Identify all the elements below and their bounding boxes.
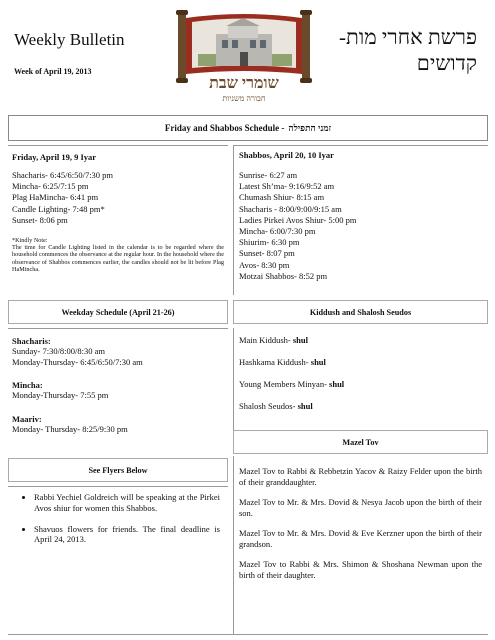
candle-note [12, 237, 224, 273]
flyers-list [20, 492, 220, 555]
weekday-schedule [12, 336, 227, 435]
maariv-line: Monday- Thursday- 8:25/9:30 pm [12, 423, 128, 434]
candle-note-text: The time for Candle Lighting listed in the calendar is to be regarded where the household commences the observance at the regular hour. In the household where the observance of Shabbos commences earlier, the candles should not be lit before Plag HaMincha. [12, 244, 224, 273]
shabbos-top-rule [233, 145, 488, 146]
shabbos-times [239, 170, 484, 282]
shabbos-line: Sunset- 8:07 pm [239, 248, 295, 259]
weekday-rule [8, 328, 228, 329]
logo-hebrew-name: שומרי שבת [209, 75, 279, 92]
parsha-title [339, 24, 477, 77]
page-bottom-rule [8, 634, 488, 635]
friday-line: Mincha- 6:25/7:15 pm [12, 181, 89, 192]
friday-line: Plag HaMincha- 6:41 pm [12, 192, 99, 203]
candle-note-title: *Kindly Note: [12, 237, 48, 244]
kiddush-item: Main Kiddush- shul [239, 335, 308, 345]
column-divider-bottom [233, 456, 234, 634]
shacharis-line: Monday-Thursday- 6:45/6:50/7:30 am [12, 357, 143, 368]
shabbos-line: Shiurim- 6:30 pm [239, 237, 300, 248]
mincha-label: Mincha: [12, 380, 43, 391]
kiddush-item: Shalosh Seudos- shul [239, 401, 313, 411]
schedule-header-label: Friday and Shabbos Schedule - [164, 123, 285, 133]
flyers-rule [8, 486, 228, 487]
shacharis-line: Sunday- 7:30/8:00/8:30 am [12, 346, 106, 356]
bulletin-title: Weekly Bulletin [14, 30, 125, 49]
kiddush-heading: Kiddush and Shalosh Seudos [233, 300, 488, 324]
flyer-item: • Shavuos flowers for friends. The final deadline is April 24, 2013. [34, 524, 220, 546]
flyer-item: • Rabbi Yechiel Goldreich will be speaking at the Pirkei Avos shiur for women this Shabbos. [34, 492, 220, 514]
shabbos-line: Motzai Shabbos- 8:52 pm [239, 270, 328, 281]
schedule-header-hebrew: זמני התפילה [288, 123, 332, 133]
mincha-line: Monday-Thursday- 7:55 pm [12, 390, 109, 401]
weekday-heading: Weekday Schedule (April 21-26) [8, 300, 228, 324]
parsha-title-line1: פרשת אחרי מות- [339, 25, 477, 49]
friday-line: Shacharis- 6:45/6:50/7:30 pm [12, 170, 114, 180]
shabbos-line: Mincha- 6:00/7:30 pm [239, 226, 316, 237]
logo-hebrew-subtitle: חבורה משניות [222, 94, 266, 103]
column-divider-middle [233, 328, 234, 436]
shabbos-line: Sunrise- 6:27 am [239, 170, 298, 180]
friday-times [12, 170, 227, 226]
mazel-tov-list [239, 466, 482, 590]
week-label: Week of April 19, 2013 [14, 67, 92, 76]
friday-heading: Friday, April 19, 9 Iyar [12, 152, 97, 162]
shabbos-line: Latest Sh’ma- 9:16/9:52 am [239, 181, 335, 192]
shabbos-heading: Shabbos, April 20, 10 Iyar [239, 150, 334, 160]
kiddush-list [239, 335, 484, 423]
friday-line: Candle Lighting- 7:48 pm* [12, 203, 105, 214]
parsha-title-line2: קדושים [416, 51, 477, 76]
mazel-tov-item: Mazel Tov to Mr. & Mrs. Dovid & Eve Kerzner upon the birth of their grandson. [239, 528, 482, 549]
congregation-logo [168, 8, 320, 108]
flyers-heading: See Flyers Below [8, 458, 228, 482]
mazel-tov-item: Mazel Tov to Rabbi & Rebbetzin Yacov & Raizy Felder upon the birth of their granddaughter. [239, 466, 482, 487]
friday-top-rule [8, 145, 228, 146]
shabbos-line: Ladies Pirkei Avos Shiur- 5:00 pm [239, 214, 357, 225]
shacharis-label: Shacharis: [12, 336, 51, 346]
mazel-tov-heading: Mazel Tov [233, 430, 488, 454]
maariv-label: Maariv: [12, 413, 42, 424]
shabbos-line: Shacharis - 8:00/9:00/9:15 am [239, 203, 342, 214]
shabbos-line: Chumash Shiur- 8:15 am [239, 192, 325, 203]
schedule-header [8, 115, 488, 141]
mazel-tov-item: Mazel Tov to Mr. & Mrs. Dovid & Nesya Jacob upon the birth of their son. [239, 497, 482, 518]
kiddush-item: Hashkama Kiddush- shul [239, 357, 326, 367]
kiddush-item: Young Members Minyan- shul [239, 379, 345, 389]
shabbos-line: Avos- 8:30 pm [239, 259, 290, 270]
friday-line: Sunset- 8:06 pm [12, 214, 68, 225]
column-divider-top [233, 145, 234, 295]
mazel-tov-item: Mazel Tov to Rabbi & Mrs. Shimon & Shoshana Newman upon the birth of their daughter. [239, 559, 482, 580]
